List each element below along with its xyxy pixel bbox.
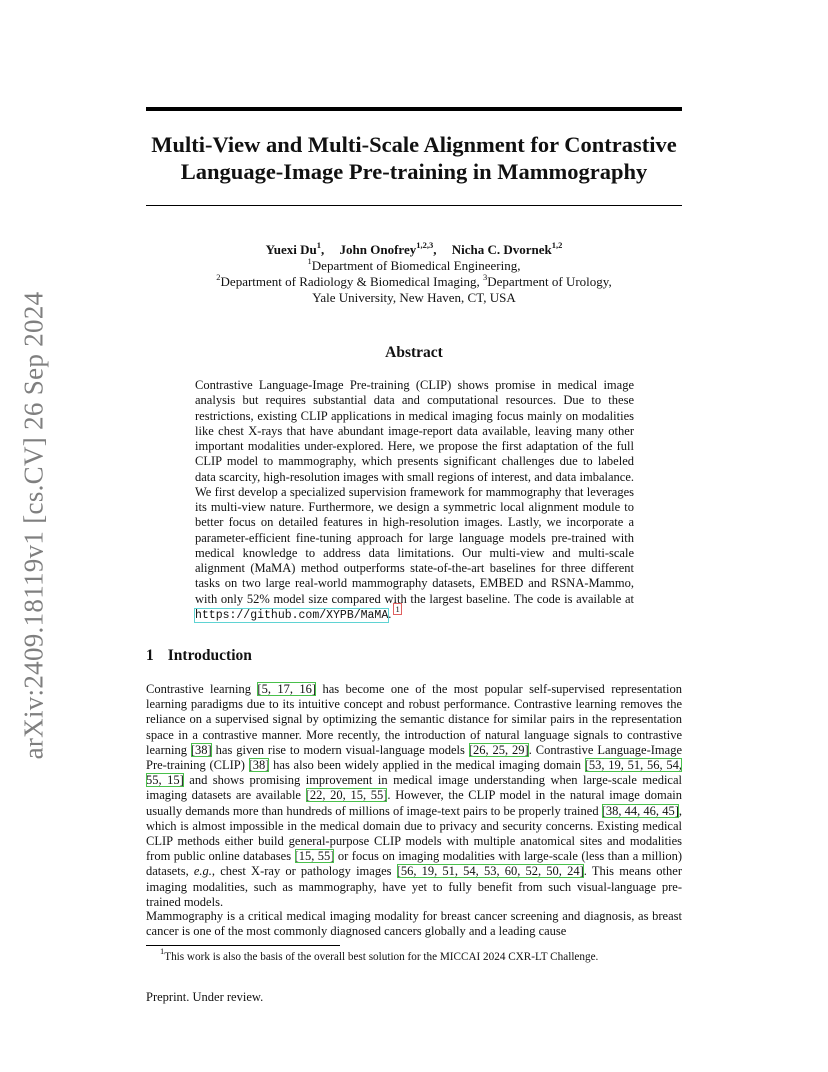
aff3-text: Department of Urology, (487, 274, 612, 289)
author-3 (451, 239, 563, 257)
citation-link[interactable]: [38, 44, 46, 45] (601, 803, 679, 818)
p1-text: has become one of the most popular self-supervised representation learning paradigms due to its intuitive concept and robust performance. Contrastive learning removes the reliance on a supervised signal by optimizing the semantic distance for similar pairs in the representation space in a contrastive manner. More recently, the introduction of natural language signals to contrastive learning (146, 682, 682, 757)
footnote-mark: 1 (160, 946, 165, 957)
abstract-heading: Abstract (385, 344, 443, 361)
abstract-body (195, 378, 634, 623)
aff2-text: Department of Radiology & Biomedical Imaging, (220, 274, 484, 289)
intro-paragraph-2: Mammography is a critical medical imaging modality for breast cancer screening and diagnosis, as breast cancer is one of the most commonly diagnosed cancers globally and a leading cause (146, 909, 682, 939)
author-2: John Onofrey$^{1,2,3}$, (339, 239, 437, 257)
author-1-affil: 1 (316, 239, 322, 250)
citation-link[interactable]: [15, 55] (294, 849, 335, 864)
author-1-name: Yuexi Du (265, 242, 317, 257)
code-link[interactable]: https://github.com/XYPB/MaMA (195, 608, 389, 622)
affiliation-line-3: Yale University, New Haven, CT, USA (312, 290, 516, 305)
aff3-mark: 3 (483, 271, 488, 282)
p1-text: , chest X-ray or pathology images (211, 864, 397, 879)
section-title: Introduction (167, 647, 252, 664)
p1-text: . This means other imaging modalities, such as mammography, have yet to fully benefit from such visual-language pre-trained models. (146, 864, 682, 909)
citation-link[interactable]: [38] (190, 742, 212, 757)
p1-text: and shows promising improvement in medical image understanding when large-scale medical imaging datasets are available (146, 773, 682, 803)
aff1-text: Department of Biomedical Engineering, (311, 258, 521, 273)
arxiv-stamp-text: arXiv:2409.18119v1 [cs.CV] 26 Sep 2024 (18, 291, 49, 759)
affiliation-line-1 (146, 255, 682, 274)
footnote-ref[interactable]: 1 (395, 603, 400, 614)
abstract-text: Contrastive Language-Image Pre-training (CLIP) shows promise in medical image analysis but requires substantial data and computational resources. Due to these restrictions, existing CLIP applications in medical imaging focus mainly on modalities like chest X-rays that have abundant image-report data available, leaving many other important modalities under-explored. Here, we propose the first adaptation of the full CLIP model to mammography, which presents significant challenges due to labeled data scarcity, high-resolution images with small regions of interest, and data imbalance. We first develop a specialized supervision framework for mammography that leverages its multi-view nature. Furthermore, we design a symmetric local alignment module to better focus on detailed features in high-resolution images. Lastly, we incorporate a parameter-efficient fine-tuning approach for large language models pre-trained with medical knowledge to address data limitations. Our multi-view and multi-scale alignment (MaMA) method outperforms state-of-the-art baselines for three different tasks on two large real-world mammography datasets, EMBED and RSNA-Mammo, with only 52% model size compared with the largest baseline. The code is available at (195, 378, 634, 606)
author-1: Yuexi Du$^1$, (265, 239, 325, 257)
title-line-1: Multi-View and Multi-Scale Alignment for Contrastive (151, 132, 677, 157)
author-2-affil: 1,2,3 (416, 239, 434, 250)
citation-link[interactable]: [5, 17, 16] (257, 682, 317, 696)
p1-text: , which is almost impossible in the medical domain due to privacy and security concerns. Existing medical CLIP methods either build general-purpose CLIP models with multiple anatomical sites and modalities from public online databases (146, 803, 682, 864)
arxiv-stamp (14, 290, 54, 760)
preprint-notice: Preprint. Under review. (146, 990, 264, 1004)
p1-text: has also been widely applied in the medical imaging domain (269, 758, 585, 773)
section-number: 1 (146, 647, 154, 664)
title-line-2: Language-Image Pre-training in Mammography (180, 159, 648, 184)
p1-text: or focus on imaging modalities with large-scale (less than a million) datasets, (146, 849, 682, 879)
citation-link[interactable]: [26, 25, 29] (468, 742, 529, 757)
citation-link[interactable]: [22, 20, 15, 55] (305, 788, 388, 803)
p1-text: has given rise to modern visual-language models (211, 742, 469, 757)
author-3-affil: 1,2 (551, 239, 563, 250)
p1-text: . Contrastive Language-Image Pre-training (CLIP) (146, 742, 683, 773)
title-top-rule (146, 107, 682, 111)
paper-title (146, 131, 682, 185)
abstract-period: . (388, 606, 392, 621)
citation-link[interactable]: [38] (248, 758, 270, 773)
p1-text: Contrastive learning (146, 682, 258, 696)
aff1-mark: 1 (307, 255, 312, 266)
author-2-name: John Onofrey (339, 242, 417, 257)
author-block (146, 239, 682, 306)
affiliation-line-2 (146, 271, 682, 290)
author-3-name: Nicha C. Dvornek (451, 242, 552, 257)
footnote-text: This work is also the basis of the overall best solution for the MICCAI 2024 CXR-LT Challenge. (164, 951, 599, 963)
footnote-rule (146, 945, 340, 946)
footnote (160, 946, 599, 964)
title-bottom-rule (146, 205, 682, 206)
intro-paragraph-1 (146, 682, 682, 910)
p1-italic: e.g. (193, 864, 212, 879)
p1-text: . However, the CLIP model in the natural image domain usually demands more than hundreds of millions of image-text pairs to be properly trained (146, 788, 683, 818)
citation-link[interactable]: [53, 19, 51, 56, 54, 55, 15] (146, 758, 682, 788)
citation-link[interactable]: [56, 19, 51, 54, 53, 60, 52, 50, 24] (396, 864, 584, 879)
aff2-mark: 2 (216, 271, 221, 282)
section-heading-introduction (146, 647, 252, 665)
author-names (146, 239, 682, 258)
